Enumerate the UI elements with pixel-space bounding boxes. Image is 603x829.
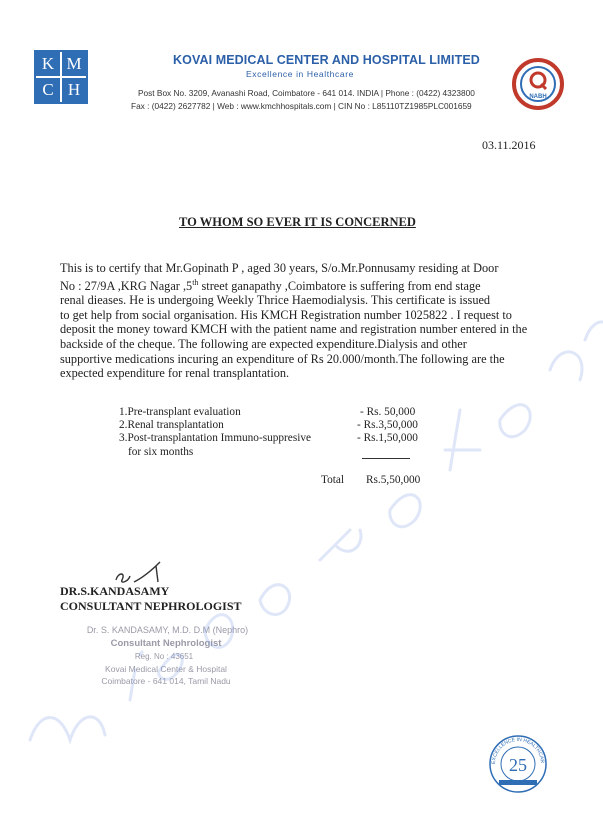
logo-letter-c: C xyxy=(36,78,60,102)
expense-item-3-continuation: for six months xyxy=(128,446,194,458)
hospital-tagline: Excellence in Healthcare xyxy=(246,69,354,79)
total-divider xyxy=(362,458,410,459)
stamp-line-1: Dr. S. KANDASAMY, M.D. D.M (Nephro) xyxy=(86,625,249,635)
doctor-stamp xyxy=(0,625,320,686)
total-amount: Rs.5,50,000 xyxy=(366,474,421,486)
nabh-seal-icon xyxy=(512,58,564,110)
expense-amount-3: - Rs.1,50,000 xyxy=(357,432,418,444)
expense-amount-2: - Rs.3,50,000 xyxy=(357,419,418,431)
address-line-1: Post Box No. 3209, Avanashi Road, Coimbatore - 641 014. INDIA | Phone : (0422) 4323800 xyxy=(138,88,475,98)
expense-item-3: 3.Post-transplantation Immuno-suppresive xyxy=(119,432,312,444)
body-line: renal dieases. He is undergoing Weekly Thrice Haemodialysis. This certificate is issued xyxy=(60,293,491,308)
stamp-line-4: Kovai Medical Center & Hospital xyxy=(105,664,227,674)
body-line: expected expenditure for renal transplantation. xyxy=(60,366,290,381)
logo-letter-m: M xyxy=(62,52,86,76)
hospital-name: KOVAI MEDICAL CENTER AND HOSPITAL LIMITED xyxy=(173,53,480,67)
anniversary-emblem-icon xyxy=(487,733,549,795)
logo-letter-h: H xyxy=(62,78,86,102)
seal-text: NABH xyxy=(529,94,547,100)
kmch-logo xyxy=(34,50,88,104)
body-line: backside of the cheque. The following are expected expenditure.Dialysis and other xyxy=(60,337,467,352)
expense-item-2: 2.Renal transplantation xyxy=(119,419,224,431)
expense-item-1: 1.Pre-transplant evaluation xyxy=(119,406,241,418)
expense-amount-1: - Rs. 50,000 xyxy=(360,406,416,418)
body-line: to get help from social organisation. His KMCH Registration number 1025822 . I request to xyxy=(60,307,512,322)
doctor-name: DR.S.KANDASAMY xyxy=(60,584,170,598)
stamp-line-2: Consultant Nephrologist xyxy=(110,638,222,649)
letter-date: 03.11.2016 xyxy=(482,138,536,152)
body-line: No : 27/9A ,KRG Nagar ,5th street ganapathy ,Coimbatore is suffering from end stage xyxy=(60,277,481,293)
anniversary-ring-text: EXCELLENCE IN HEALTHCAR xyxy=(490,736,546,765)
doctor-title: CONSULTANT NEPHROLOGIST xyxy=(60,599,242,613)
anniversary-number: 25 xyxy=(509,755,527,775)
stamp-line-3: Reg. No : 43651 xyxy=(134,652,194,661)
stamp-line-5: Coimbatore - 641 014, Tamil Nadu xyxy=(101,676,231,686)
body-line: deposit the money toward KMCH with the patient name and registration number entered in the xyxy=(60,322,528,337)
logo-letter-k: K xyxy=(36,52,60,76)
total-label: Total xyxy=(321,474,345,486)
letter-body xyxy=(60,261,536,381)
body-line: This is to certify that Mr.Gopinath P , aged 30 years, S/o.Mr.Ponnusamy residing at Door xyxy=(60,261,499,275)
body-line: supportive medications incuring an expenditure of Rs 20.000/month.The following are the xyxy=(60,351,505,366)
letter-subject: TO WHOM SO EVER IT IS CONCERNED xyxy=(179,215,416,229)
address-line-2: Fax : (0422) 2627782 | Web : www.kmchhospitals.com | CIN No : L85110TZ1985PLC001659 xyxy=(131,101,472,111)
